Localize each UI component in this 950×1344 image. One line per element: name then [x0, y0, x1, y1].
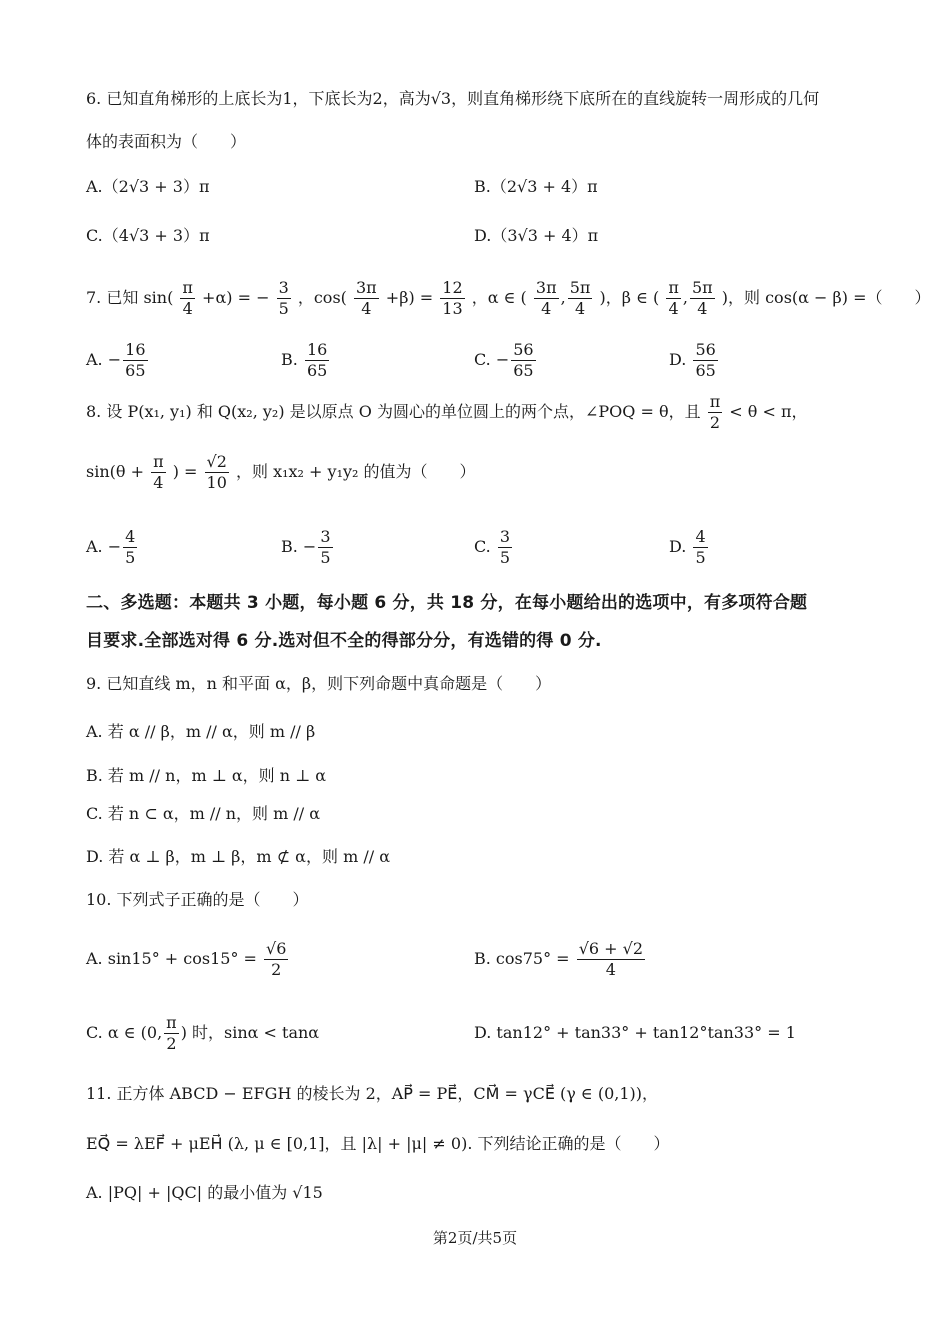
q8-option-b-label: B. −: [281, 537, 317, 556]
q8-frac-den: 4: [153, 473, 164, 492]
q7-option-a-label: A. −: [86, 350, 122, 369]
q8-stem-1b: < θ < π，: [729, 402, 808, 421]
q7-option-b-num: 16: [306, 340, 328, 359]
q7-frac-den: 4: [182, 299, 193, 318]
q7-stem-suffix: )，则 cos(α − β) =（ ）: [721, 288, 931, 307]
q7-stem-prefix: 7. 已知 sin(: [86, 288, 174, 307]
q7-frac-den: 4: [697, 299, 708, 318]
q10-option-c-suffix: ) 时，sinα < tanα: [180, 1023, 320, 1042]
q7-option-c-frac: [511, 340, 535, 381]
q7-frac-5pi-4b: [690, 278, 715, 319]
q10-stem: 10. 下列式子正确的是（ ）: [86, 890, 309, 909]
section-2-heading-line1: 二、多选题：本题共 3 小题，每小题 6 分，共 18 分，在每小题给出的选项中，有多项符合题: [86, 593, 808, 613]
q8-stem-line2: [86, 450, 476, 494]
q7-frac-5pi-4: [568, 278, 593, 319]
q7-frac-den: 5: [278, 299, 289, 318]
q10-option-a-den: 2: [271, 960, 282, 979]
q8-option-d-frac: [693, 527, 707, 568]
q10-option-b: [474, 937, 647, 981]
q8-frac-num: √2: [206, 452, 227, 471]
q8-option-d-num: 4: [695, 527, 706, 546]
q9-option-b: B. 若 m // n，m ⊥ α，则 n ⊥ α: [86, 766, 327, 785]
q10-option-b-frac: [577, 939, 645, 980]
q7-frac-den: 13: [442, 299, 463, 318]
q7-option-a-den: 65: [125, 361, 146, 380]
q7-stem: [86, 276, 931, 320]
q8-option-d-den: 5: [695, 548, 706, 567]
q7-frac-3pi-4: [354, 278, 379, 319]
q6-stem-line2: 体的表面积为（ ）: [86, 132, 247, 151]
page-footer: 第2页/共5页: [432, 1229, 518, 1247]
q6-option-b: B.（2√3 + 4）π: [474, 177, 598, 196]
q7-frac-num: π: [182, 278, 193, 297]
q7-option-c: [474, 338, 538, 382]
q8-frac-den: 2: [709, 413, 721, 432]
q10-option-a-num: √6: [266, 939, 287, 958]
q9-option-c: C. 若 n ⊂ α，m // n，则 m // α: [86, 804, 321, 823]
q7-frac-den: 4: [574, 299, 586, 318]
q8-option-a-num: 4: [125, 527, 136, 546]
q8-option-c-label: C.: [474, 537, 491, 556]
q10-option-b-den: 4: [605, 960, 616, 979]
q8-stem-2c: ，则 x₁x₂ + y₁y₂ 的值为（ ）: [236, 462, 476, 481]
q8-option-b: [281, 525, 335, 569]
q7-frac-12-13: [440, 278, 464, 319]
q8-option-d-label: D.: [669, 537, 687, 556]
q7-comma: ,: [560, 288, 566, 307]
q7-frac-num: 3π: [535, 278, 557, 297]
q8-option-a: [86, 525, 139, 569]
q7-frac-pi-4: [180, 278, 195, 319]
q7-frac-num: 3π: [356, 278, 377, 297]
q8-option-d: [669, 525, 710, 569]
q8-option-b-frac: [318, 527, 332, 568]
q7-option-d-num: 56: [695, 340, 716, 359]
q8-stem-2a: sin(θ +: [86, 462, 144, 481]
q8-stem-line1: [86, 390, 808, 434]
q11-option-a: A. |PQ| + |QC| 的最小值为 √15: [86, 1183, 323, 1202]
q8-option-b-den: 5: [320, 548, 331, 567]
q8-stem-1: 8. 设 P(x₁, y₁) 和 Q(x₂, y₂) 是以原点 O 为圆心的单位圆上的两个点，∠POQ = θ，且: [86, 402, 701, 421]
q8-option-c-num: 3: [499, 527, 511, 546]
q7-option-d-label: D.: [669, 350, 687, 369]
q11-stem-line1: 11. 正方体 ABCD − EFGH 的棱长为 2，AP⃗ = PE⃗，CM⃗ = γCE⃗ (γ ∈ (0,1))，: [86, 1084, 659, 1103]
q10-option-c-label: C. α ∈ (0,: [86, 1023, 163, 1042]
q10-option-d: D. tan12° + tan33° + tan12°tan33° = 1: [474, 1023, 796, 1042]
q8-option-a-label: A. −: [86, 537, 122, 556]
q7-option-c-label: C. −: [474, 350, 510, 369]
q7-frac-num: 3: [278, 278, 289, 297]
q10-option-b-label: B. cos75° =: [474, 949, 570, 968]
q7-frac-num: 12: [442, 278, 463, 297]
q9-option-d: D. 若 α ⊥ β，m ⊥ β，m ⊄ α，则 m // α: [86, 847, 391, 866]
q11-stem-line2: EQ⃗ = λEF⃗ + μEH⃗ (λ, μ ∈ [0,1]，且 |λ| + |μ| ≠ 0). 下列结论正确的是（ ）: [86, 1134, 670, 1153]
q7-option-b-den: 65: [306, 361, 328, 380]
q8-option-c-den: 5: [499, 548, 511, 567]
q6-option-c: C.（4√3 + 3）π: [86, 226, 210, 245]
q7-option-d-frac: [693, 340, 717, 381]
q7-frac-num: 5π: [691, 278, 713, 297]
q10-option-c-den: 2: [166, 1034, 177, 1053]
q10-option-a-frac: [264, 939, 288, 980]
q8-option-b-num: 3: [320, 527, 331, 546]
q7-option-b-label: B.: [281, 350, 298, 369]
q8-frac-num: π: [153, 452, 164, 471]
q8-frac-sqrt2-10: [205, 452, 229, 493]
q7-stem-mid5: )，β ∈ (: [599, 288, 660, 307]
q7-frac-den: 4: [541, 299, 552, 318]
q6-stem-line1: 6. 已知直角梯形的上底长为1，下底长为2，高为√3，则直角梯形绕下底所在的直线旋转一周形成的几何: [86, 89, 820, 108]
q10-option-a-label: A. sin15° + cos15° =: [86, 949, 257, 968]
q7-option-b-frac: [305, 340, 329, 381]
q10-option-c: [86, 1011, 319, 1055]
q8-frac-pi-2: [708, 392, 723, 433]
q7-frac-num: π: [668, 278, 679, 297]
q7-frac-pi-4b: [666, 278, 681, 319]
q7-frac-3-5: [277, 278, 291, 319]
q7-stem-mid4: ，α ∈ (: [471, 288, 527, 307]
q7-option-c-den: 65: [513, 361, 534, 380]
q8-frac-den: 10: [206, 473, 227, 492]
q10-option-c-frac: [164, 1013, 179, 1054]
q7-stem-mid2: ，cos(: [297, 288, 347, 307]
q7-stem-mid3: +β) =: [385, 288, 434, 307]
q7-option-a-frac: [123, 340, 147, 381]
q10-option-b-num: √6 + √2: [578, 939, 644, 958]
q8-option-c: [474, 525, 514, 569]
q8-frac-pi-4: [151, 452, 166, 493]
q7-option-a-num: 16: [125, 340, 146, 359]
q7-stem-mid1: +α) = −: [202, 288, 270, 307]
q7-option-d-den: 65: [695, 361, 716, 380]
q7-frac-den: 4: [361, 299, 372, 318]
q7-option-d: [669, 338, 720, 382]
q7-option-b: [281, 338, 331, 382]
q8-option-c-frac: [498, 527, 512, 568]
q8-stem-2b: ) =: [172, 462, 198, 481]
q8-frac-num: π: [709, 392, 721, 411]
q9-option-a: A. 若 α // β，m // α，则 m // β: [86, 722, 316, 741]
q7-frac-den: 4: [668, 299, 679, 318]
q7-frac-3pi-4b: [534, 278, 559, 319]
q8-option-a-den: 5: [125, 548, 136, 567]
q7-comma: ,: [682, 288, 688, 307]
q7-frac-num: 5π: [569, 278, 591, 297]
q8-option-a-frac: [123, 527, 137, 568]
q7-option-a: [86, 338, 150, 382]
q6-option-a: A.（2√3 + 3）π: [86, 177, 210, 196]
q6-option-d: D.（3√3 + 4）π: [474, 226, 599, 245]
q9-stem: 9. 已知直线 m，n 和平面 α，β，则下列命题中真命题是（ ）: [86, 674, 552, 693]
section-2-heading-line2: 目要求.全部选对得 6 分.选对但不全的得部分分，有选错的得 0 分.: [86, 631, 602, 651]
q10-option-a: [86, 937, 290, 981]
q10-option-c-num: π: [166, 1013, 177, 1032]
q7-option-c-num: 56: [513, 340, 534, 359]
